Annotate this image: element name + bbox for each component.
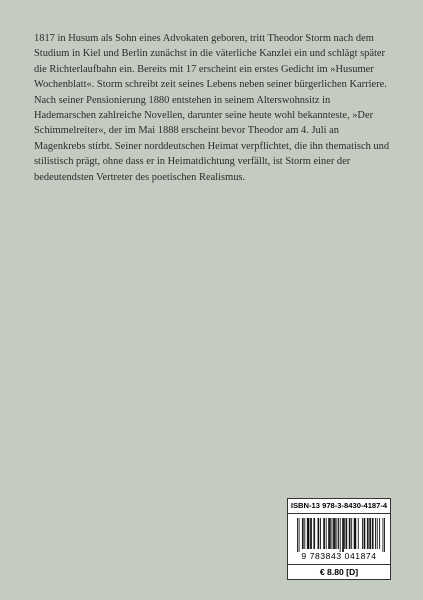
barcode-bars — [297, 518, 385, 552]
barcode-bar — [372, 518, 373, 549]
barcode-bar — [370, 518, 371, 549]
barcode-bar — [330, 518, 331, 549]
barcode-bar — [344, 518, 345, 549]
barcode-bar — [367, 518, 368, 549]
barcode-bar — [323, 518, 324, 549]
barcode-bar — [310, 518, 311, 549]
barcode-bar — [324, 518, 325, 549]
barcode-bar — [336, 518, 337, 549]
barcode-bar — [332, 518, 333, 549]
barcode-bar — [355, 518, 356, 549]
barcode-bar — [338, 518, 339, 549]
barcode-bar — [379, 518, 380, 549]
barcode-bar — [302, 518, 303, 549]
barcode-bar — [318, 518, 319, 549]
barcode-bar — [351, 518, 352, 549]
author-biography-text: 1817 in Husum als Sohn eines Advokaten geboren, tritt Theodor Storm nach dem Studium in Kiel und Berlin zunächst in die väterliche Kanzlei ein und schlägt später die Richterlaufbahn ein. Bereits mit 17 erscheint ein erstes Gedicht im »Husumer Wochenblatt«. Storm schreibt zeit seines Lebens neben seiner bürgerlichen Karriere. Nach seiner Pensionierung 1880 entstehen in seinem Alterswohnsitz in Hademarschen zahlreiche Novellen, darunter seine heute wohl bekannteste, »Der Schimmelreiter«, der im Mai 1888 erscheint bevor Theodor am 4. Juli an Magenkrebs stirbt. Seiner norddeutschen Heimat verpflichtet, die ihn thematisch und stilistisch prägt, ohne dass er in Heimatdichtung verfällt, ist Storm einer der bedeutendsten Vertreter des poetischen Realismus. — [34, 33, 390, 183]
barcode-bar — [326, 518, 327, 549]
barcode-bar — [368, 518, 369, 549]
barcode-bar — [329, 518, 330, 549]
barcode-bar — [335, 518, 336, 549]
barcode-bar — [340, 518, 341, 552]
barcode-bar — [364, 518, 365, 549]
barcode-bar — [358, 518, 359, 549]
barcode-bar — [297, 518, 298, 552]
barcode-bar — [343, 518, 344, 552]
isbn-number: ISBN-13 978-3-8430-4187-4 — [288, 499, 390, 514]
barcode-bar — [373, 518, 374, 549]
barcode-bar — [375, 518, 376, 549]
barcode-bar — [346, 518, 347, 549]
barcode-bar — [354, 518, 355, 549]
barcode-bar — [303, 518, 304, 549]
barcode-bar — [383, 518, 384, 552]
barcode-bar — [299, 518, 300, 552]
barcode-bar — [313, 518, 314, 549]
barcode-bar — [342, 518, 343, 552]
barcode-bar — [309, 518, 310, 549]
isbn-barcode-panel — [287, 498, 391, 580]
barcode-bar — [308, 518, 309, 549]
barcode-bar — [350, 518, 351, 549]
barcode-bar — [314, 518, 315, 549]
barcode-bar — [364, 518, 365, 549]
price-label: € 8.80 [D] — [288, 564, 390, 579]
barcode-bar — [328, 518, 329, 549]
barcode-bar — [320, 518, 321, 549]
barcode-bar — [304, 518, 305, 549]
barcode-bar — [333, 518, 334, 549]
barcode-bar — [355, 518, 356, 549]
barcode-bar — [334, 518, 335, 549]
barcode-bar — [311, 518, 312, 549]
barcode-bar — [377, 518, 378, 549]
barcode-bar — [384, 518, 385, 552]
barcode-bar — [362, 518, 363, 549]
barcode-bar — [349, 518, 350, 549]
barcode-digits: 9 783843 041874 — [301, 551, 377, 561]
barcode-bar — [369, 518, 370, 549]
barcode-bar — [346, 518, 347, 549]
barcode-bar — [307, 518, 308, 549]
barcode-bar — [318, 518, 319, 549]
